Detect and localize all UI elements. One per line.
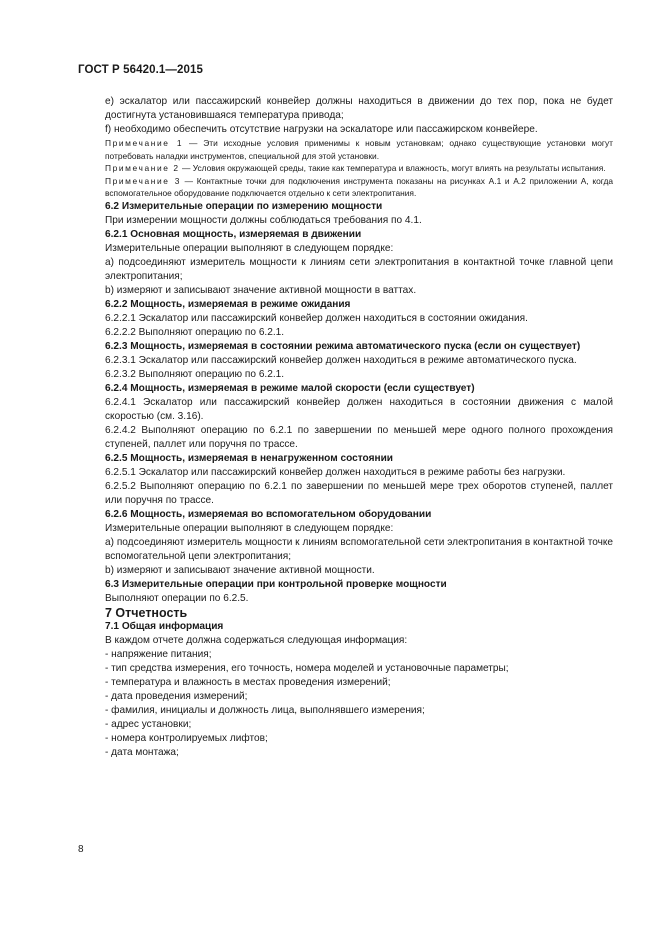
list-item-a: а) подсоединяют измеритель мощности к линиям вспомогательной сети электропитания в контактной точке вспомогательной цепи электропитания; <box>105 536 613 562</box>
paragraph: 6.2.5.1 Эскалатор или пассажирский конвейер должен находиться в режиме работы без нагрузки. <box>105 466 566 478</box>
paragraph: В каждом отчете должна содержаться следующая информация: <box>105 634 408 646</box>
list-item: - адрес установки; <box>105 718 192 730</box>
section-heading-6-3: 6.3 Измерительные операции при контрольной проверке мощности <box>105 578 447 590</box>
list-item-f: f) необходимо обеспечить отсутствие нагрузки на эскалаторе или пассажирском конвейере. <box>105 124 538 135</box>
note-1 <box>105 137 613 162</box>
section-heading-6-2-4: 6.2.4 Мощность, измеряемая в режиме малой скорости (если существует) <box>105 382 475 394</box>
paragraph: 6.2.3.2 Выполняют операцию по 6.2.1. <box>105 368 285 380</box>
paragraph: Выполняют операции по 6.2.5. <box>105 592 249 604</box>
paragraph: При измерении мощности должны соблюдаться требования по 4.1. <box>105 214 422 226</box>
list-item-b: b) измеряют и записывают значение активной мощности в ваттах. <box>105 284 417 296</box>
note-2 <box>105 162 613 175</box>
paragraph: Измерительные операции выполняют в следующем порядке: <box>105 242 394 254</box>
list-item-e: е) эскалатор или пассажирский конвейер должны находиться в движении до тех пор, пока не будет достигнута установившаяся температура привода; <box>105 96 613 121</box>
note-text: — Контактные точки для подключения инструмента показаны на рисунках А.1 и А.2 приложении А, когда вспомогательное оборудование подключается отдельно к сети электропитания. <box>105 175 613 198</box>
list-item: - температура и влажность в местах проведения измерений; <box>105 676 391 688</box>
list-item-a: а) подсоединяют измеритель мощности к линиям сети электропитания в контактной точке главной цепи электропитания; <box>105 256 613 282</box>
list-item: - дата монтажа; <box>105 746 179 758</box>
page-number: 8 <box>78 844 84 855</box>
list-item: - фамилия, инициалы и должность лица, выполнявшего измерения; <box>105 704 425 716</box>
info-list <box>105 648 613 760</box>
note-label: Примечание 1 <box>105 138 184 148</box>
section-heading-6-2-1: 6.2.1 Основная мощность, измеряемая в движении <box>105 228 362 240</box>
section-heading-6-2-3: 6.2.3 Мощность, измеряемая в состоянии режима автоматического пуска (если он существует) <box>105 340 581 352</box>
section-heading-6-2-2: 6.2.2 Мощность, измеряемая в режиме ожидания <box>105 298 351 310</box>
list-item: - номера контролируемых лифтов; <box>105 732 268 744</box>
note-label: Примечание 2 <box>105 163 180 173</box>
paragraph: 6.2.5.2 Выполняют операцию по 6.2.1 по завершении по меньшей мере трех оборотов ступеней, паллет или поручня по трассе. <box>105 480 613 506</box>
paragraph: 6.2.4.2 Выполняют операцию по 6.2.1 по завершении по меньшей мере одного полного прохождения ступеней, паллет или поручня по трассе. <box>105 424 613 450</box>
note-text: — Эти исходные условия применимы к новым установкам; однако существующие установки могут потребовать наладки инструментов, специальной для этой установки. <box>105 138 613 161</box>
paragraph: Измерительные операции выполняют в следующем порядке: <box>105 522 394 534</box>
section-heading-6-2-6: 6.2.6 Мощность, измеряемая во вспомогательном оборудовании <box>105 508 432 520</box>
note-label: Примечание 3 <box>105 175 181 186</box>
list-item-b: b) измеряют и записывают значение активной мощности. <box>105 564 375 576</box>
section-heading-7-1: 7.1 Общая информация <box>105 620 224 632</box>
section-heading-6-2-5: 6.2.5 Мощность, измеряемая в ненагруженном состоянии <box>105 452 393 464</box>
paragraph: 6.2.2.1 Эскалатор или пассажирский конвейер должен находиться в состоянии ожидания. <box>105 312 528 324</box>
list-item: - напряжение питания; <box>105 648 212 660</box>
paragraph: 6.2.2.2 Выполняют операцию по 6.2.1. <box>105 326 285 338</box>
list-item: - дата проведения измерений; <box>105 690 248 702</box>
section-heading-6-2: 6.2 Измерительные операции по измерению мощности <box>105 200 383 212</box>
list-item: - тип средства измерения, его точность, номера моделей и установочные параметры; <box>105 662 509 674</box>
note-text: — Условия окружающей среды, такие как температура и влажность, могут влиять на результаты испытания. <box>179 163 606 173</box>
section-heading-7: 7 Отчетность <box>105 605 188 620</box>
note-3 <box>105 175 613 200</box>
document-body <box>105 95 613 760</box>
paragraph: 6.2.4.1 Эскалатор или пассажирский конвейер должен находиться в состоянии движения с малой скоростью (см. 3.16). <box>105 396 613 422</box>
document-header: ГОСТ Р 56420.1—2015 <box>78 64 203 76</box>
paragraph: 6.2.3.1 Эскалатор или пассажирский конвейер должен находиться в режиме автоматического пуска. <box>105 354 577 366</box>
